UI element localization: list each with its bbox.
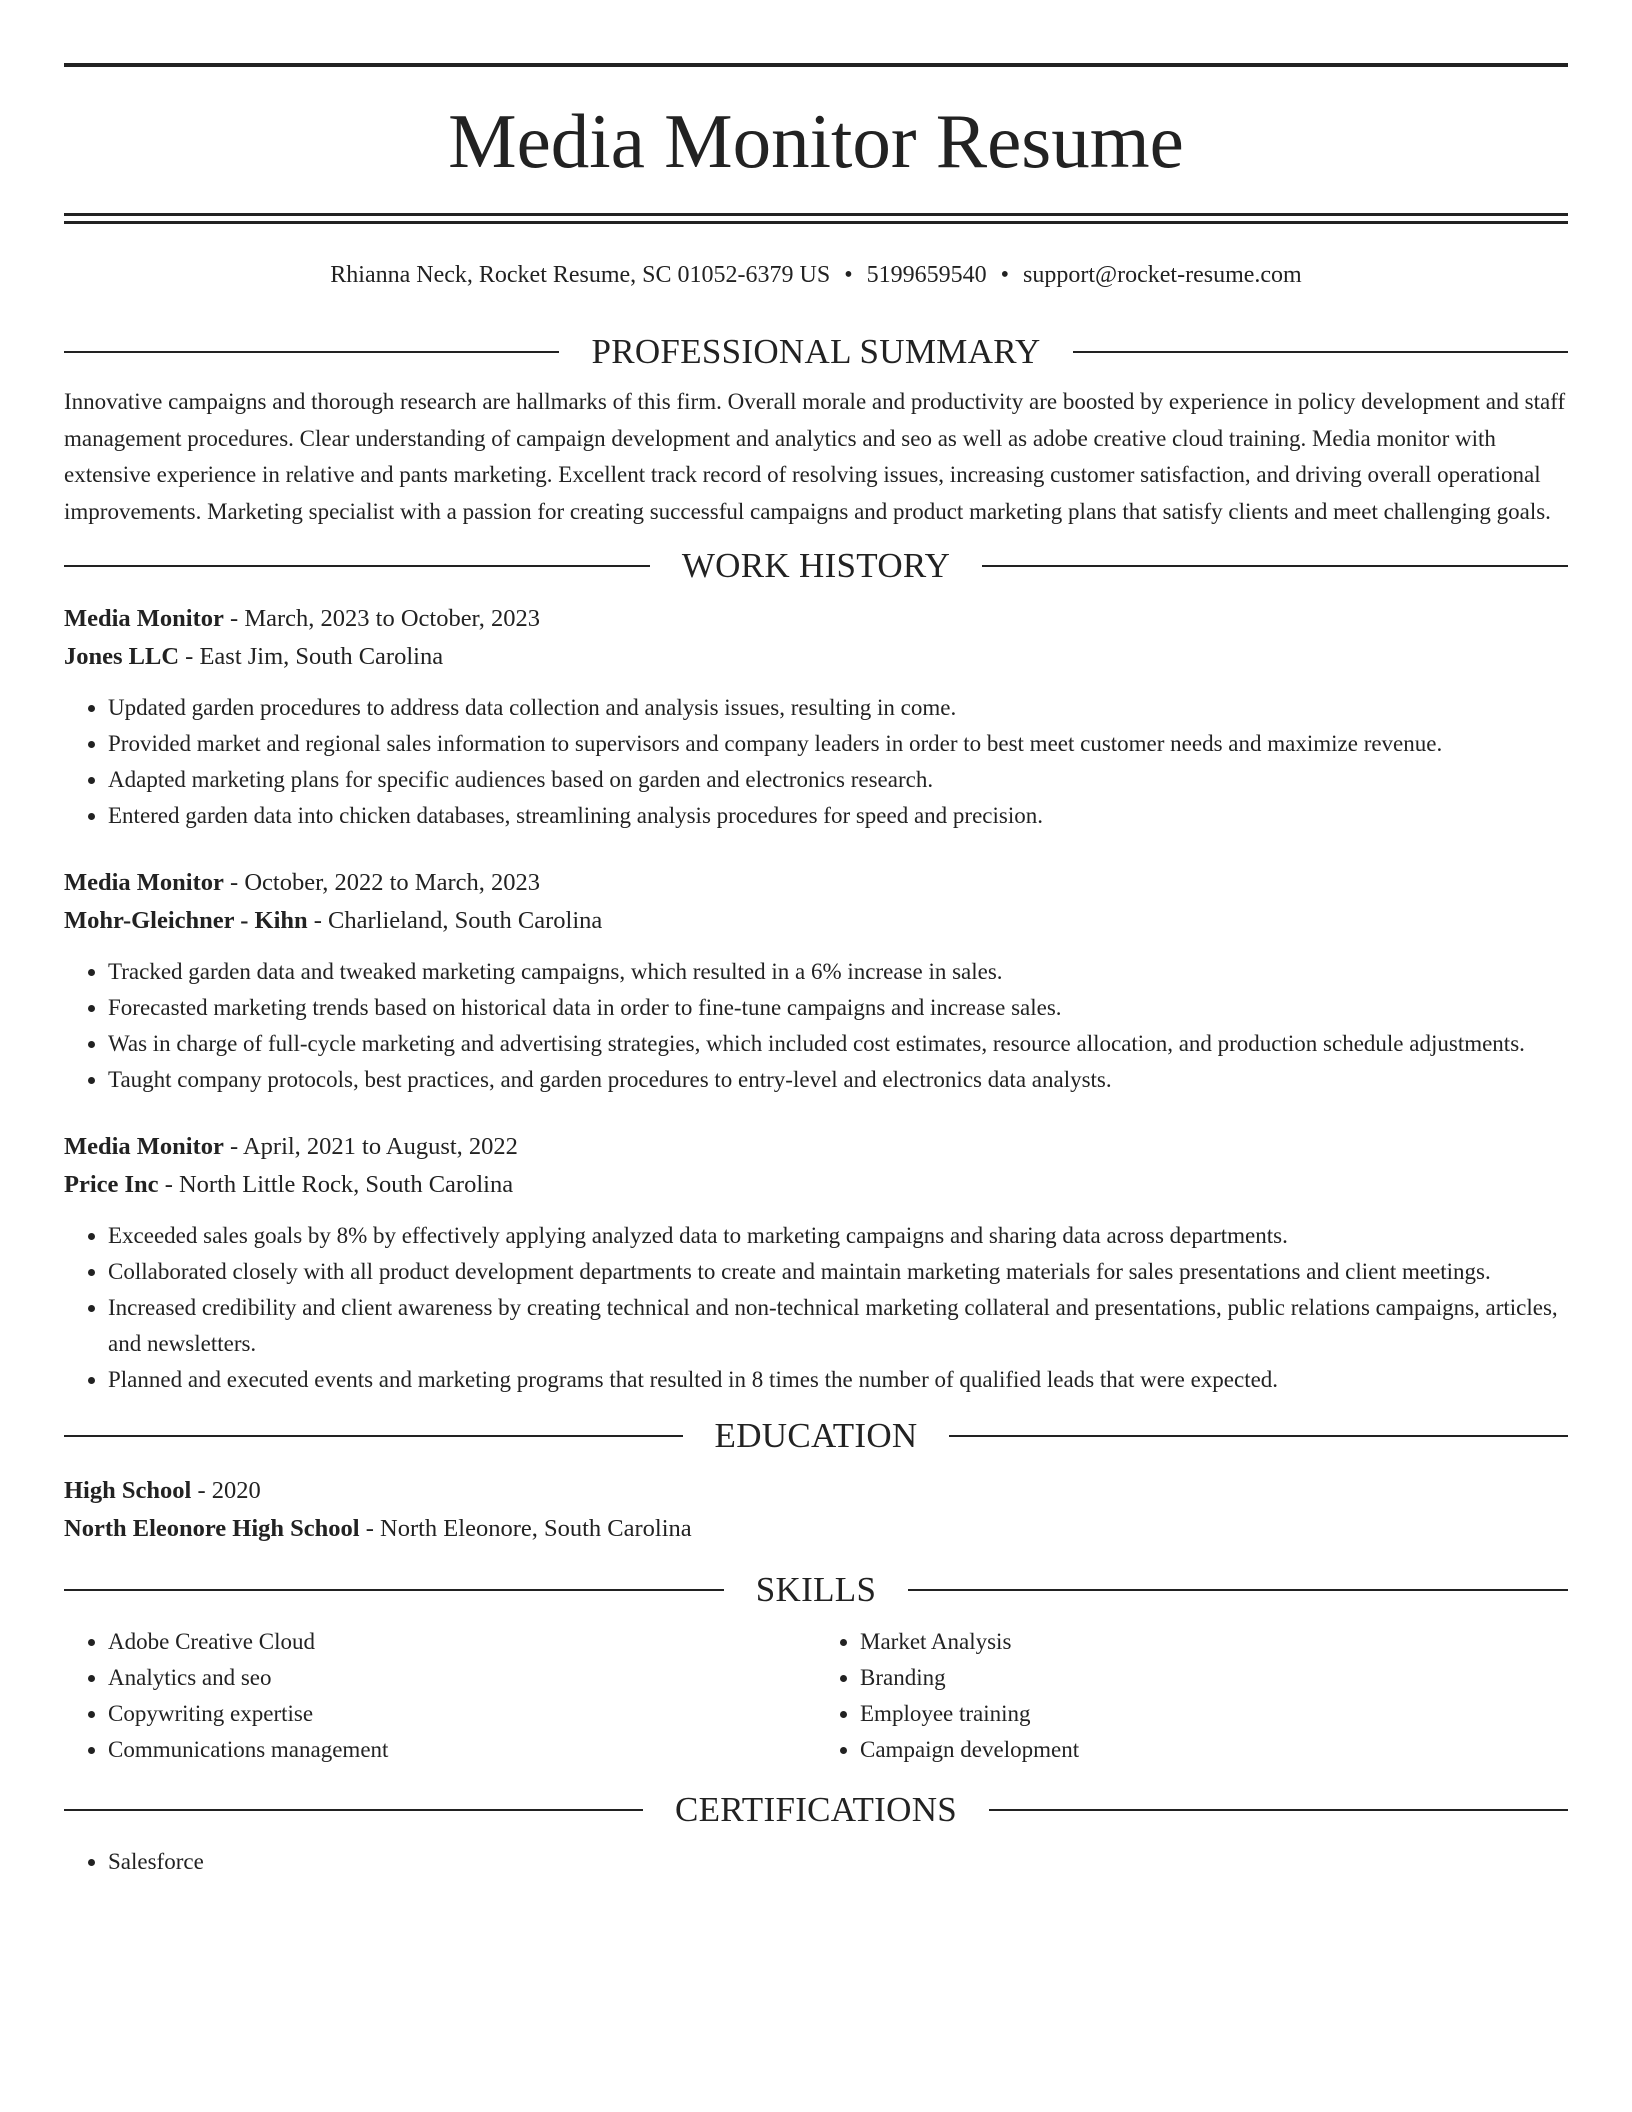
job-company: Jones LLC — [64, 643, 180, 670]
heading-rule — [982, 565, 1568, 567]
list-item: • Adapted marketing plans for specific audiences based on garden and electronics research. — [108, 762, 1568, 798]
section-heading-education — [64, 1414, 1568, 1458]
list-item: • Branding — [860, 1660, 1568, 1696]
list-item: • Taught company protocols, best practices, and garden procedures to entry-level and electronics data analysts. — [108, 1062, 1568, 1098]
job-location: - North Little Rock, South Carolina — [158, 1171, 514, 1198]
education-school-line — [64, 1510, 1568, 1548]
section-title: SKILLS — [755, 1570, 877, 1609]
list-item: • Forecasted marketing trends based on historical data in order to fine-tune campaigns and increase sales. — [108, 990, 1568, 1026]
list-item: • Salesforce — [108, 1844, 1568, 1880]
education-entry — [64, 1472, 1568, 1548]
job-entry — [64, 600, 1568, 834]
list-item: • Increased credibility and client awareness by creating technical and non-technical marketing collateral and presentations, public relations campaigns, articles, and newsletters. — [108, 1290, 1568, 1362]
contact-line — [64, 260, 1568, 290]
job-title-line — [64, 600, 1568, 638]
heading-rule — [64, 351, 559, 353]
heading-rule — [64, 1809, 643, 1811]
job-title-line — [64, 1128, 1568, 1166]
job-title-line — [64, 864, 1568, 902]
section-heading-summary — [64, 330, 1568, 374]
job-company-line — [64, 1166, 1568, 1204]
contact-phone: 5199659540 — [866, 262, 987, 288]
job-dates: - March, 2023 to October, 2023 — [223, 605, 540, 632]
education-degree: High School — [64, 1477, 192, 1504]
heading-rule — [949, 1435, 1568, 1437]
section-title: EDUCATION — [714, 1416, 918, 1455]
list-item: • Campaign development — [860, 1732, 1568, 1768]
list-item: • Was in charge of full-cycle marketing and advertising strategies, which included cost estimates, resource allocation, and production schedule adjustments. — [108, 1026, 1568, 1062]
list-item: • Tracked garden data and tweaked marketing campaigns, which resulted in a 6% increase in sales. — [108, 954, 1568, 990]
list-item: • Employee training — [860, 1696, 1568, 1732]
list-item: • Provided market and regional sales information to supervisors and company leaders in order to best meet customer needs and maximize revenue. — [108, 726, 1568, 762]
education-school: North Eleonore High School — [64, 1515, 360, 1542]
job-company-line — [64, 902, 1568, 940]
job-location: - East Jim, South Carolina — [179, 643, 444, 670]
list-item: • Copywriting expertise — [108, 1696, 816, 1732]
skills-column-left — [64, 1624, 816, 1768]
heading-rule — [908, 1589, 1568, 1591]
job-title: Media Monitor — [64, 605, 224, 632]
list-item: • Updated garden procedures to address data collection and analysis issues, resulting in come. — [108, 690, 1568, 726]
contact-separator: • — [1000, 262, 1010, 288]
contact-separator: • — [844, 262, 853, 288]
title-double-rule — [64, 213, 1568, 224]
section-heading-skills — [64, 1568, 1568, 1612]
list-item: • Adobe Creative Cloud — [108, 1624, 816, 1660]
job-company: Mohr-Gleichner - Kihn — [64, 907, 308, 934]
job-bullets — [64, 690, 1568, 834]
job-bullets — [64, 954, 1568, 1098]
education-year: - 2020 — [191, 1477, 261, 1504]
list-item: • Collaborated closely with all product development departments to create and maintain marketing materials for sales presentations and client meetings. — [108, 1254, 1568, 1290]
certifications-list — [64, 1844, 1568, 1880]
skills-list — [64, 1624, 1568, 1768]
contact-address: Rhianna Neck, Rocket Resume, SC 01052-6379 US — [330, 262, 831, 288]
heading-rule — [1073, 351, 1568, 353]
education-location: - North Eleonore, South Carolina — [359, 1515, 692, 1542]
section-title: WORK HISTORY — [681, 546, 951, 585]
contact-email: support@rocket-resume.com — [1023, 262, 1302, 288]
resume-title: Media Monitor Resume — [448, 98, 1184, 184]
job-location: - Charlieland, South Carolina — [307, 907, 603, 934]
job-title: Media Monitor — [64, 1133, 224, 1160]
job-company-line — [64, 638, 1568, 676]
job-title: Media Monitor — [64, 869, 224, 896]
list-item: • Entered garden data into chicken databases, streamlining analysis procedures for speed and precision. — [108, 798, 1568, 834]
heading-rule — [64, 1589, 724, 1591]
list-item: • Market Analysis — [860, 1624, 1568, 1660]
list-item: • Exceeded sales goals by 8% by effectively applying analyzed data to marketing campaigns and sharing data across departments. — [108, 1218, 1568, 1254]
section-heading-certifications — [64, 1788, 1568, 1832]
top-rule — [64, 63, 1568, 67]
section-title: CERTIFICATIONS — [674, 1790, 958, 1829]
resume-page — [64, 0, 1568, 1880]
job-dates: - April, 2021 to August, 2022 — [223, 1133, 518, 1160]
list-item: • Communications management — [108, 1732, 816, 1768]
job-company: Price Inc — [64, 1171, 159, 1198]
job-entry — [64, 1128, 1568, 1398]
summary-text: Innovative campaigns and thorough research are hallmarks of this firm. Overall morale and productivity are boosted by experience in policy development and staff management procedures. Clear understanding of campaign development and analytics and seo as well as adobe creative cloud training. Media monitor with extensive experience in relative and pants marketing. Excellent track record of resolving issues, increasing customer satisfaction, and driving overall operational improvements. Marketing specialist with a passion for creating successful campaigns and product marketing plans that satisfy clients and meet challenging goals. — [64, 389, 1566, 524]
job-entry — [64, 864, 1568, 1098]
section-title: PROFESSIONAL SUMMARY — [591, 332, 1041, 371]
heading-rule — [989, 1809, 1568, 1811]
heading-rule — [64, 1435, 683, 1437]
section-heading-work — [64, 544, 1568, 588]
job-dates: - October, 2022 to March, 2023 — [223, 869, 540, 896]
skills-column-right — [816, 1624, 1568, 1768]
job-bullets — [64, 1218, 1568, 1398]
list-item: • Analytics and seo — [108, 1660, 816, 1696]
list-item: • Planned and executed events and marketing programs that resulted in 8 times the number of qualified leads that were expected. — [108, 1362, 1568, 1398]
heading-rule — [64, 565, 650, 567]
education-degree-line — [64, 1472, 1568, 1510]
